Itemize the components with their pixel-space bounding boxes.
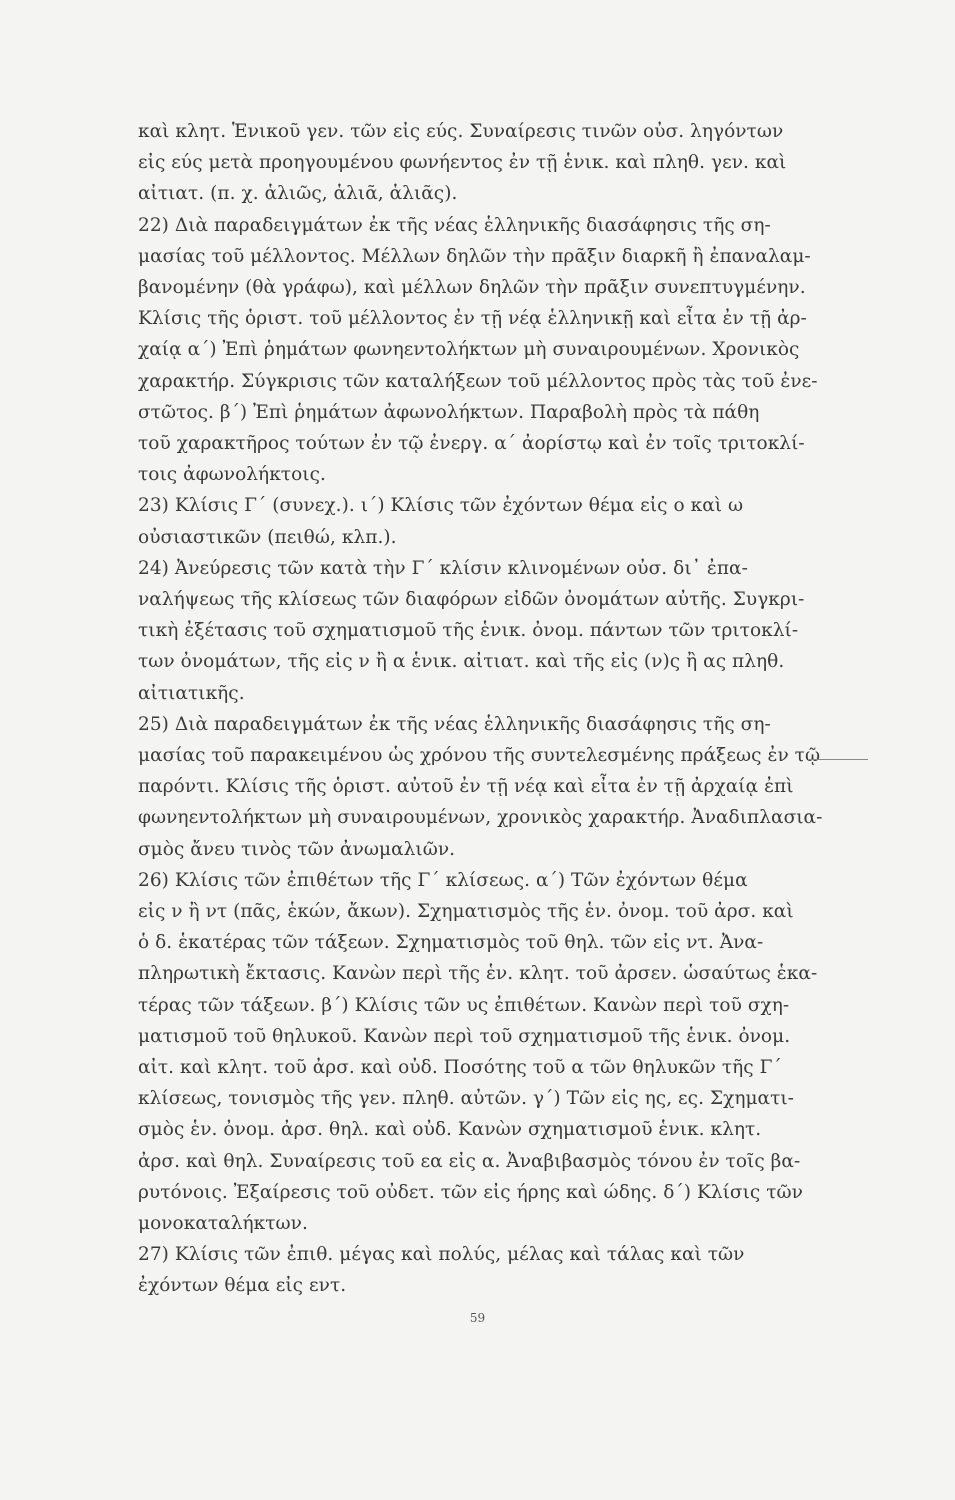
- text-line: τοῦ χαρακτῆρος τούτων ἐν τῷ ἐνεργ. α΄ ἀορίστῳ καὶ ἐν τοῖς τριτοκλί-: [138, 433, 805, 454]
- text-line: χαρακτήρ. Σύγκρισις τῶν καταλήξεων τοῦ μέλλοντος πρὸς τὰς τοῦ ἐνε-: [138, 370, 818, 392]
- text-line: στῶτος. β΄) Ἐπὶ ῥημάτων ἀφωνολήκτων. Παραβολὴ πρὸς τὰ πάθη: [138, 401, 760, 423]
- text-line: οὐσιαστικῶν (πειθώ, κλπ.).: [138, 526, 397, 548]
- text-line: εἰς εύς μετὰ προηγουμένου φωνήεντος ἐν τῇ ἑνικ. καὶ πληθ. γεν. καὶ: [138, 152, 787, 174]
- text-line: κλίσεως, τονισμὸς τῆς γεν. πληθ. αὐτῶν. γ΄) Τῶν εἰς ης, ες. Σχηματι-: [138, 1088, 794, 1110]
- text-line: 23) Κλίσις Γ΄ (συνεχ.). ι΄) Κλίσις τῶν ἐχόντων θέμα εἰς ο καὶ ω: [138, 495, 744, 517]
- text-line: 27) Κλίσις τῶν ἐπιθ. μέγας καὶ πολύς, μέλας καὶ τάλας καὶ τῶν: [138, 1244, 745, 1266]
- text-line: μασίας τοῦ παρακειμένου ὡς χρόνου τῆς συντελεσμένης πράξεως ἐν τῷ: [138, 745, 821, 766]
- text-line: 24) Ἀνεύρεσις τῶν κατὰ τὴν Γ΄ κλίσιν κλινομένων οὐσ. δι᾽ ἐπα-: [138, 557, 748, 579]
- text-line: 22) Διὰ παραδειγμάτων ἐκ τῆς νέας ἑλληνικῆς διασάφησις τῆς ση-: [138, 214, 771, 236]
- text-line: αἰτ. καὶ κλητ. τοῦ ἀρσ. καὶ οὐδ. Ποσότης τοῦ α τῶν θηλυκῶν τῆς Γ΄: [138, 1057, 782, 1078]
- text-line: μονοκαταλήκτων.: [138, 1213, 308, 1234]
- margin-mark: [808, 759, 868, 760]
- text-line: βανομένην (θὰ γράφω), καὶ μέλλων δηλῶν τὴν πρᾶξιν συνεπτυγμένην.: [138, 277, 806, 298]
- text-line: τοις ἀφωνολήκτοις.: [138, 464, 326, 486]
- text-line: ἐχόντων θέμα εἰς εντ.: [138, 1275, 347, 1297]
- text-line: φωνηεντολήκτων μὴ συναιρουμένων, χρονικὸς χαρακτήρ. Ἀναδιπλασια-: [138, 807, 823, 829]
- text-line: σμὸς ἑν. ὀνομ. ἀρσ. θηλ. καὶ οὐδ. Κανὼν σχηματισμοῦ ἑνικ. κλητ.: [138, 1119, 762, 1141]
- text-line: ὁ δ. ἑκατέρας τῶν τάξεων. Σχηματισμὸς τοῦ θηλ. τῶν εἰς ντ. Ἀνα-: [138, 932, 764, 954]
- text-line: καὶ κλητ. Ἑνικοῦ γεν. τῶν εἰς εύς. Συναίρεσις τινῶν οὐσ. ληγόντων: [138, 121, 784, 142]
- text-line: ἀρσ. καὶ θηλ. Συναίρεσις τοῦ εα εἰς α. Ἀναβιβασμὸς τόνου ἐν τοῖς βα-: [138, 1150, 801, 1172]
- text-line: Κλίσις τῆς ὁριστ. τοῦ μέλλοντος ἐν τῇ νέᾳ ἑλληνικῇ καὶ εἶτα ἐν τῇ ἀρ-: [138, 308, 807, 330]
- text-line: παρόντι. Κλίσις τῆς ὁριστ. αὐτοῦ ἐν τῇ νέᾳ καὶ εἶτα ἐν τῇ ἀρχαίᾳ ἐπὶ: [138, 776, 794, 798]
- text-line: ματισμοῦ τοῦ θηλυκοῦ. Κανὼν περὶ τοῦ σχηματισμοῦ τῆς ἑνικ. ὀνομ.: [138, 1025, 791, 1047]
- text-line: αἰτιατ. (π. χ. ἁλιῶς, ἁλιᾶ, ἁλιᾶς).: [138, 183, 458, 205]
- text-line: των ὀνομάτων, τῆς εἰς ν ἢ α ἑνικ. αἰτιατ. καὶ τῆς εἰς (ν)ς ἢ ας πληθ.: [138, 651, 785, 673]
- text-line: σμὸς ἄνευ τινὸς τῶν ἀνωμαλιῶν.: [138, 838, 456, 860]
- page-number: 59: [469, 1310, 486, 1325]
- text-line: ρυτόνοις. Ἐξαίρεσις τοῦ οὐδετ. τῶν εἰς ήρης καὶ ώδης. δ΄) Κλίσις τῶν: [138, 1181, 803, 1203]
- text-line: μασίας τοῦ μέλλοντος. Μέλλων δηλῶν τὴν πρᾶξιν διαρκῆ ἢ ἐπαναλαμ-: [138, 245, 811, 267]
- text-line: τέρας τῶν τάξεων. β΄) Κλίσις τῶν υς ἐπιθέτων. Κανὼν περὶ τοῦ σχη-: [138, 994, 790, 1016]
- text-line: πληρωτικὴ ἔκτασις. Κανὼν περὶ τῆς ἑν. κλητ. τοῦ ἀρσεν. ὡσαύτως ἑκα-: [138, 963, 818, 985]
- text-line: αἰτιατικῆς.: [138, 682, 245, 704]
- text-line: εἰς ν ἢ ντ (πᾶς, ἑκών, ἄκων). Σχηματισμὸς τῆς ἑν. ὀνομ. τοῦ ἀρσ. καὶ: [138, 901, 794, 922]
- text-line: ναλήψεως τῆς κλίσεως τῶν διαφόρων εἰδῶν ὀνομάτων αὐτῆς. Συγκρι-: [138, 589, 805, 610]
- text-line: 25) Διὰ παραδειγμάτων ἐκ τῆς νέας ἑλληνικῆς διασάφησις τῆς ση-: [138, 713, 771, 735]
- text-line: τικὴ ἐξέτασις τοῦ σχηματισμοῦ τῆς ἑνικ. ὀνομ. πάντων τῶν τριτοκλί-: [138, 620, 799, 642]
- text-line: 26) Κλίσις τῶν ἐπιθέτων τῆς Γ΄ κλίσεως. α΄) Τῶν ἐχόντων θέμα: [138, 869, 748, 891]
- text-line: χαίᾳ α΄) Ἐπὶ ῥημάτων φωνηεντολήκτων μὴ συναιρουμένων. Χρονικὸς: [138, 339, 800, 361]
